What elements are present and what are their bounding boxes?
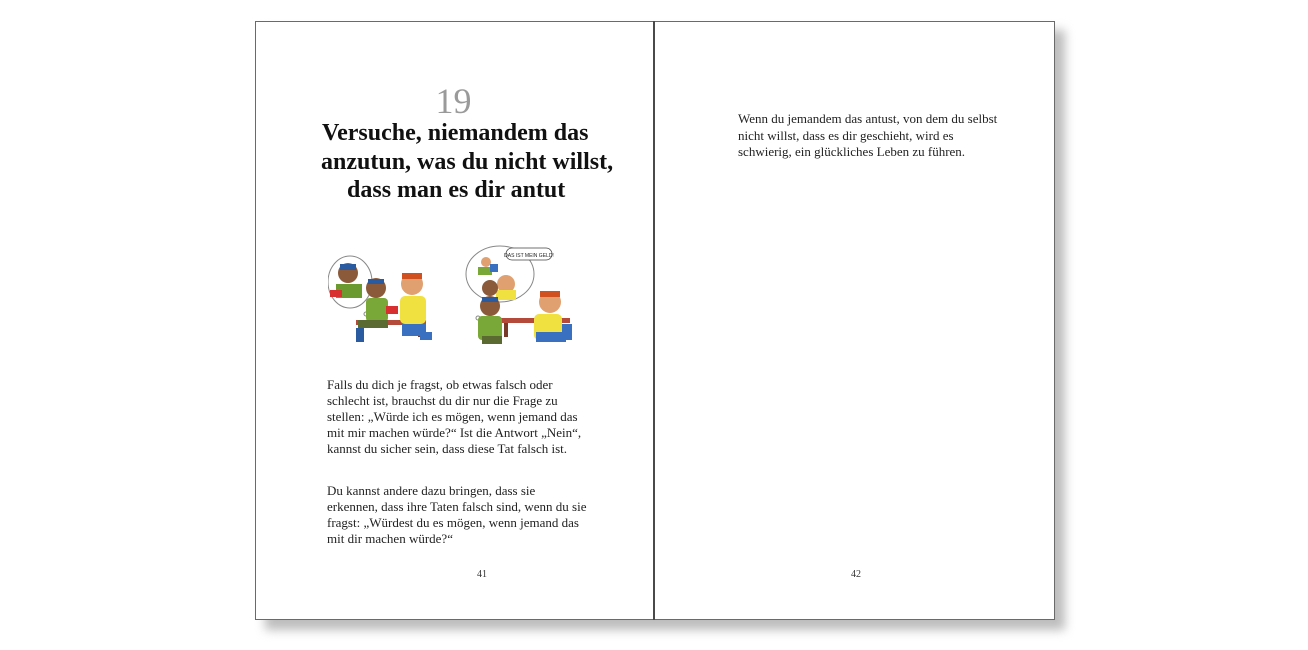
right-page	[655, 22, 1054, 619]
chapter-title	[320, 119, 640, 205]
scene-one	[328, 256, 432, 342]
speech-bubble-text: DAS IST MEIN GELD!	[504, 253, 554, 259]
paragraph: Du kannst andere dazu bringen, dass sie erkennen, dass ihre Taten falsch sind, wenn du sie fragst: „Würdest du es mögen, wenn jemand das mit dir machen würde?“	[327, 483, 587, 546]
chapter-title-line: dass man es dir antut	[347, 177, 566, 203]
children-bench-illustration	[328, 240, 578, 345]
scene-two	[466, 246, 572, 344]
paragraph: Falls du dich je fragst, ob etwas falsch oder schlecht ist, brauchst du dir nur die Frage zu stellen: „Würde ich es mögen, wenn jemand das mit mir machen würde?“ Ist die Antwort „Nein“, kannst du sicher sein, dass diese Tat falsch ist.	[327, 377, 582, 456]
left-page	[256, 22, 653, 619]
chapter-number: 19	[435, 81, 472, 121]
page-number: 42	[851, 569, 861, 580]
page-number: 41	[477, 569, 487, 580]
paragraph: Wenn du jemandem das antust, von dem du selbst nicht willst, dass es dir geschieht, wird es schwierig, ein glückliches Leben zu führen.	[738, 111, 998, 159]
chapter-title-line: Versuche, niemandem das	[322, 120, 589, 146]
chapter-title-line: anzutun, was du nicht willst,	[321, 148, 614, 175]
